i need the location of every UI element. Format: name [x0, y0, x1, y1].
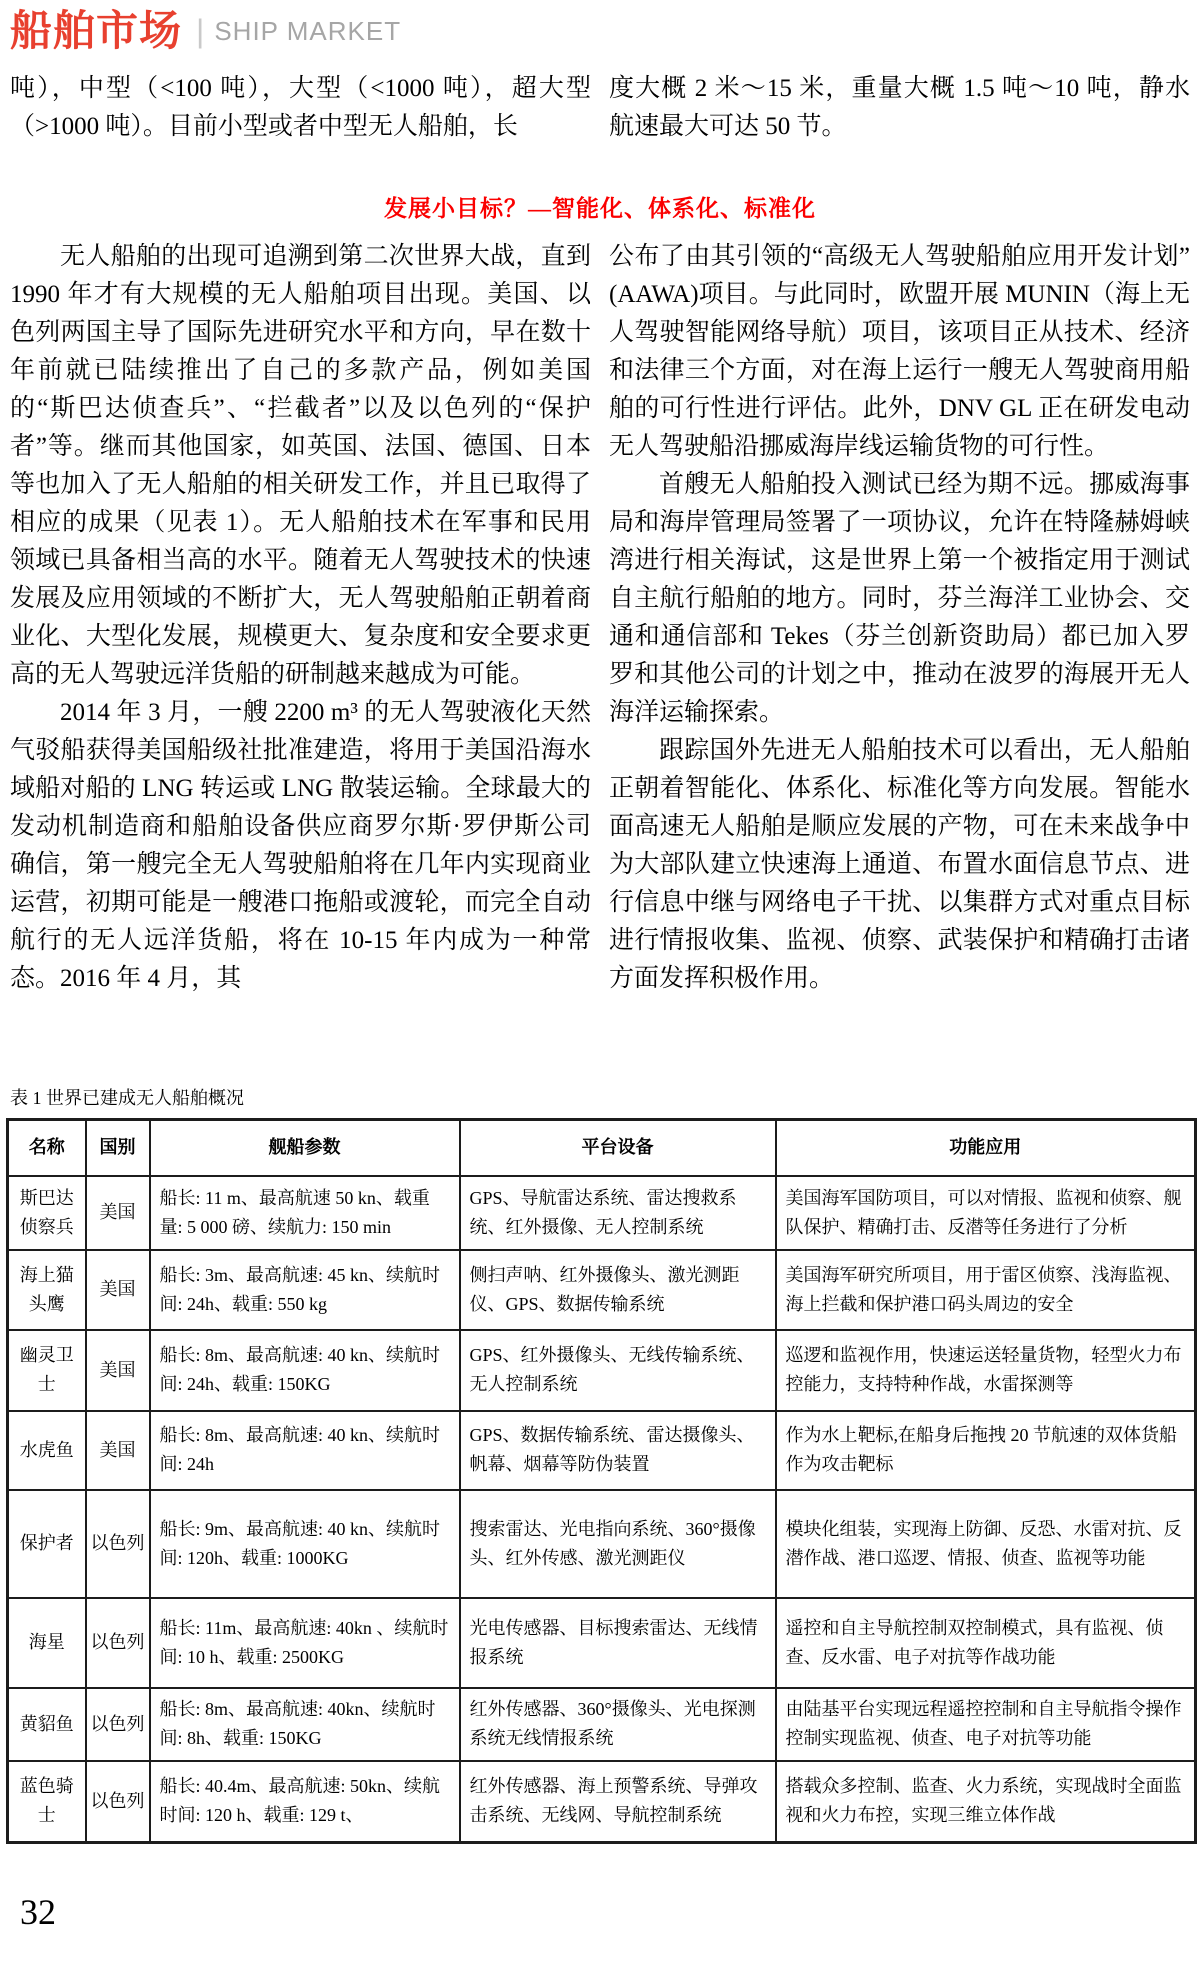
cell-params: 船长: 8m、最高航速: 40kn、续航时间: 8h、载重: 150KG: [150, 1688, 460, 1761]
table-caption: 表 1 世界已建成无人船舶概况: [10, 1088, 244, 1108]
cell-function: 搭载众多控制、监查、火力系统，实现战时全面监视和火力布控，实现三维立体作战: [776, 1761, 1196, 1843]
cell-platform: GPS、导航雷达系统、雷达搜救系统、红外摄像、无人控制系统: [460, 1176, 776, 1250]
paragraph: 首艘无人船舶投入测试已经为期不远。挪威海事局和海岸管理局签署了一项协议，允许在特隆赫姆峡湾进行相关海试，这是世界上第一个被指定用于测试自主航行船舶的地方。同时，芬兰海洋工业协会、交通和通信部和 Tekes（芬兰创新资助局）都已加入罗罗和其他公司的计划之中，推动在波罗的海展开无人海洋运输探索。: [609, 471, 1190, 726]
cell-params: 船长: 8m、最高航速: 40 kn、续航时间: 24h、载重: 150KG: [150, 1330, 460, 1411]
cell-function: 遥控和自主导航控制双控制模式，具有监视、侦查、反水雷、电子对抗等作战功能: [776, 1598, 1196, 1688]
cell-ship-name: 海上猫头鹰: [8, 1250, 86, 1330]
paragraph: 无人船舶的出现可追溯到第二次世界大战，直到 1990 年才有大规模的无人船舶项目出现。美国、以色列两国主导了国际先进研究水平和方向，早在数十年前就已陆续推出了自己的多款产品，例如美国的“斯巴达侦查兵”、“拦截者”以及以色列的“保护者”等。继而其他国家，如英国、法国、德国、日本等也加入了无人船舶的相关研发工作，并且已取得了相应的成果（见表 1）。无人船舶技术在军事和民用领域已具备相当高的水平。随着无人驾驶技术的快速发展及应用领域的不断扩大，无人驾驶船舶正朝着商业化、大型化发展，规模更大、复杂度和安全要求更高的无人驾驶远洋货船的研制越来越成为可能。: [10, 243, 591, 688]
cell-ship-name: 幽灵卫士: [8, 1330, 86, 1411]
cell-params: 船长: 3m、最高航速: 45 kn、续航时间: 24h、载重: 550 kg: [150, 1250, 460, 1330]
cell-country: 美国: [86, 1330, 150, 1411]
cell-country: 以色列: [86, 1598, 150, 1688]
table-row: [8, 1688, 1196, 1761]
cell-platform: 红外传感器、海上预警系统、导弹攻击系统、无线网、导航控制系统: [460, 1761, 776, 1843]
cell-country: 以色列: [86, 1490, 150, 1598]
table-header-row: [8, 1120, 1196, 1176]
section-heading: 发展小目标？—智能化、体系化、标准化: [384, 196, 816, 221]
paragraph: 跟踪国外先进无人船舶技术可以看出，无人船舶正朝着智能化、体系化、标准化等方向发展。智能水面高速无人船舶是顺应发展的产物，可在未来战争中为大部队建立快速海上通道、布置水面信息节点、进行信息中继与网络电子干扰、以集群方式对重点目标进行情报收集、监视、侦察、武装保护和精确打击诸方面发挥积极作用。: [609, 737, 1190, 992]
cell-function: 美国海军研究所项目，用于雷区侦察、浅海监视、海上拦截和保护港口码头周边的安全: [776, 1250, 1196, 1330]
cell-ship-name: 海星: [8, 1598, 86, 1688]
masthead-divider: |: [196, 12, 205, 49]
cell-country: 美国: [86, 1411, 150, 1490]
cell-function: 模块化组装，实现海上防御、反恐、水雷对抗、反潜作战、港口巡逻、情报、侦查、监视等功能: [776, 1490, 1196, 1598]
cell-platform: 侧扫声呐、红外摄像头、激光测距仪、GPS、数据传输系统: [460, 1250, 776, 1330]
cell-platform: GPS、红外摄像头、无线传输系统、无人控制系统: [460, 1330, 776, 1411]
cell-ship-name: 斯巴达侦察兵: [8, 1176, 86, 1250]
page-title: 船舶市场: [10, 7, 183, 54]
page-number: 32: [20, 1892, 56, 1932]
masthead: [10, 8, 401, 54]
cell-ship-name: 保护者: [8, 1490, 86, 1598]
cell-platform: 光电传感器、目标搜索雷达、无线情报系统: [460, 1598, 776, 1688]
cell-ship-name: 水虎鱼: [8, 1411, 86, 1490]
cell-platform: GPS、数据传输系统、雷达摄像头、帆幕、烟幕等防伪装置: [460, 1411, 776, 1490]
cell-params: 船长: 11m、最高航速: 40kn 、续航时间: 10 h、载重: 2500KG: [150, 1598, 460, 1688]
table-section: [6, 1086, 1194, 1844]
cell-ship-name: 黄貂鱼: [8, 1688, 86, 1761]
paragraph: 2014 年 3 月，一艘 2200 m³ 的无人驾驶液化天然气驳船获得美国船级社批准建造，将用于美国沿海水域船对船的 LNG 转运或 LNG 散装运输。全球最大的发动机制造商和船舶设备供应商罗尔斯·罗伊斯公司确信，第一艘完全无人驾驶船舶将在几年内实现商业运营，初期可能是一艘港口拖船或渡轮，而完全自动航行的无人远洋货船，将在 10-15 年内成为一种常态。2016 年 4 月，其: [10, 699, 591, 992]
table-row: [8, 1411, 1196, 1490]
cell-platform: 红外传感器、360°摄像头、光电探测系统无线情报系统: [460, 1688, 776, 1761]
cell-country: 美国: [86, 1176, 150, 1250]
cell-function: 美国海军国防项目，可以对情报、监视和侦察、舰队保护、精确打击、反潜等任务进行了分析: [776, 1176, 1196, 1250]
col-header-platform: 平台设备: [460, 1120, 776, 1176]
intro-left-column-text: 吨），中型（<100 吨），大型（<1000 吨），超大型（>1000 吨）。目前小型或者中型无人船舶，长: [10, 75, 591, 140]
table-row: [8, 1761, 1196, 1843]
cell-params: 船长: 11 m、最高航速 50 kn、载重量: 5 000 磅、续航力: 150 min: [150, 1176, 460, 1250]
cell-country: 以色列: [86, 1761, 150, 1843]
right-column: [609, 238, 1190, 998]
table-row: [8, 1330, 1196, 1411]
cell-params: 船长: 9m、最高航速: 40 kn、续航时间: 120h、载重: 1000KG: [150, 1490, 460, 1598]
paragraph: 公布了由其引领的“高级无人驾驶船舶应用开发计划” (AAWA)项目。与此同时，欧盟开展 MUNIN（海上无人驾驶智能网络导航）项目，该项目正从技术、经济和法律三个方面，对在海上运行一艘无人驾驶商用船舶的可行性进行评估。此外，DNV GL 正在研发电动无人驾驶船沿挪威海岸线运输货物的可行性。: [609, 243, 1190, 460]
col-header-function: 功能应用: [776, 1120, 1196, 1176]
col-header-country: 国别: [86, 1120, 150, 1176]
cell-function: 巡逻和监视作用，快速运送轻量货物，轻型火力布控能力，支持特种作战，水雷探测等: [776, 1330, 1196, 1411]
cell-ship-name: 蓝色骑士: [8, 1761, 86, 1843]
article-body: [10, 238, 1190, 998]
left-column: [10, 238, 591, 998]
table-row: [8, 1250, 1196, 1330]
cell-params: 船长: 40.4m、最高航速: 50kn、续航时间: 120 h、载重: 129 t、: [150, 1761, 460, 1843]
table-row: [8, 1490, 1196, 1598]
col-header-params: 舰船参数: [150, 1120, 460, 1176]
cell-country: 以色列: [86, 1688, 150, 1761]
cell-country: 美国: [86, 1250, 150, 1330]
table-row: [8, 1176, 1196, 1250]
cell-function: 作为水上靶标,在船身后拖拽 20 节航速的双体货船作为攻击靶标: [776, 1411, 1196, 1490]
table-row: [8, 1598, 1196, 1688]
cell-platform: 搜索雷达、光电指向系统、360°摄像头、红外传感、激光测距仪: [460, 1490, 776, 1598]
page-title-en: SHIP MARKET: [214, 15, 402, 46]
intro-right-column-text: 度大概 2 米～15 米，重量大概 1.5 吨～10 吨，静水航速最大可达 50 节。: [609, 75, 1190, 140]
cell-function: 由陆基平台实现远程遥控控制和自主导航指令操作控制实现监视、侦查、电子对抗等功能: [776, 1688, 1196, 1761]
col-header-name: 名称: [8, 1120, 86, 1176]
intro-continuation: [10, 70, 1190, 146]
cell-params: 船长: 8m、最高航速: 40 kn、续航时间: 24h: [150, 1411, 460, 1490]
ships-table: [6, 1118, 1197, 1844]
